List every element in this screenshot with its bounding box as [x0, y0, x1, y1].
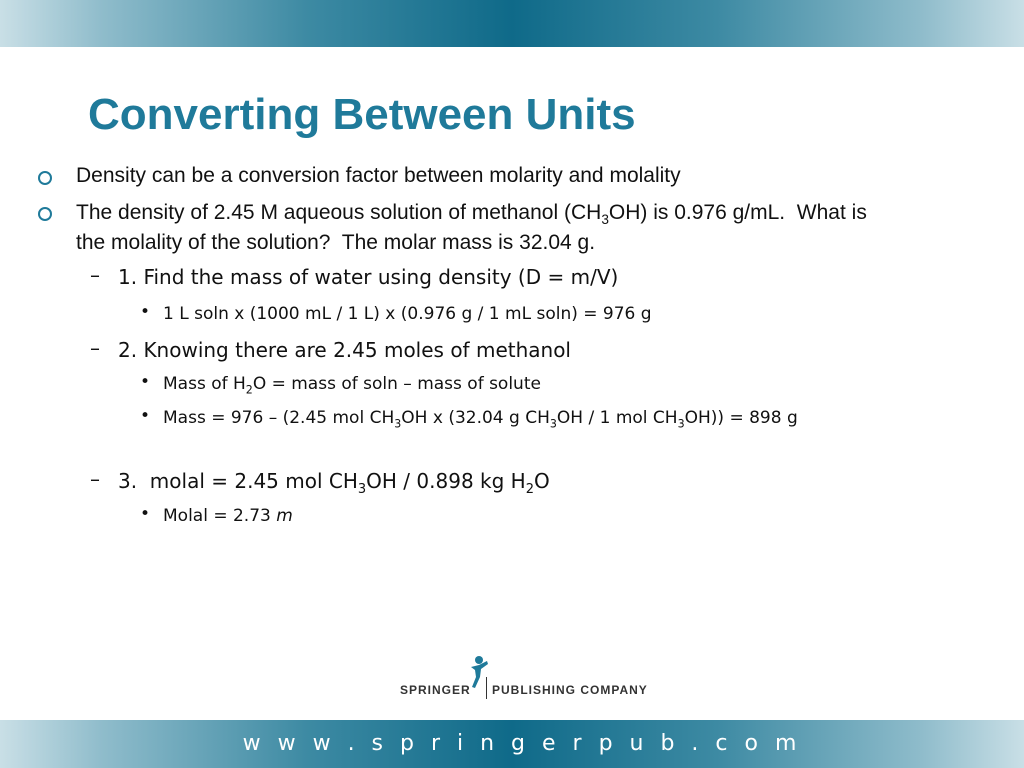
dash-icon: – — [90, 336, 100, 360]
step-1: 1. Find the mass of water using density (D = m/V) — [118, 265, 619, 289]
step-3: 3. molal = 2.45 mol $CH_3OH / 0.898$ kg $H_2O$ — [118, 469, 550, 497]
footer-banner — [0, 720, 1024, 768]
dash-icon: – — [90, 263, 100, 287]
bullet-icon — [38, 207, 52, 221]
logo-divider — [486, 677, 487, 699]
step-3-detail: Molal = 2.73 m — [163, 506, 293, 526]
footer-website: w w w . s p r i n g e r p u b . c o m — [242, 731, 802, 756]
dot-icon: • — [140, 372, 151, 392]
step-2: 2. Knowing there are 2.45 moles of methanol — [118, 338, 571, 362]
springer-logo — [400, 655, 648, 705]
top-banner — [0, 0, 1024, 47]
dot-icon: • — [140, 406, 151, 426]
logo-springer-text: SPRINGER — [400, 683, 471, 697]
slide-title: Converting Between Units — [88, 90, 636, 139]
dash-icon: – — [90, 467, 100, 491]
dot-icon: • — [140, 504, 151, 524]
bullet-density-factor: Density can be a conversion factor between molarity and molality — [76, 164, 681, 187]
bullet-icon — [38, 171, 52, 185]
step-2-detail-2: Mass = 976 – (2.45 mol $CH_3OH$ x (32.04 g $CH_3OH / 1$ mol $CH_3OH)) = 898$ g — [163, 408, 798, 431]
logo-publishing-text: PUBLISHING COMPANY — [492, 683, 648, 697]
bullet-problem: The density of 2.45 M aqueous solution of methanol $(CH_3OH)$ is 0.976 g/mL. What is the molality of the solution? The molar mass is 32.04 g. — [76, 201, 867, 254]
step-2-detail-1: Mass of $H_2O$ = mass of soln – mass of solute — [163, 374, 541, 397]
dot-icon: • — [140, 302, 151, 322]
step-1-detail: 1 L soln x (1000 mL / 1 L) x (0.976 g / 1 mL soln) = 976 g — [163, 304, 652, 324]
